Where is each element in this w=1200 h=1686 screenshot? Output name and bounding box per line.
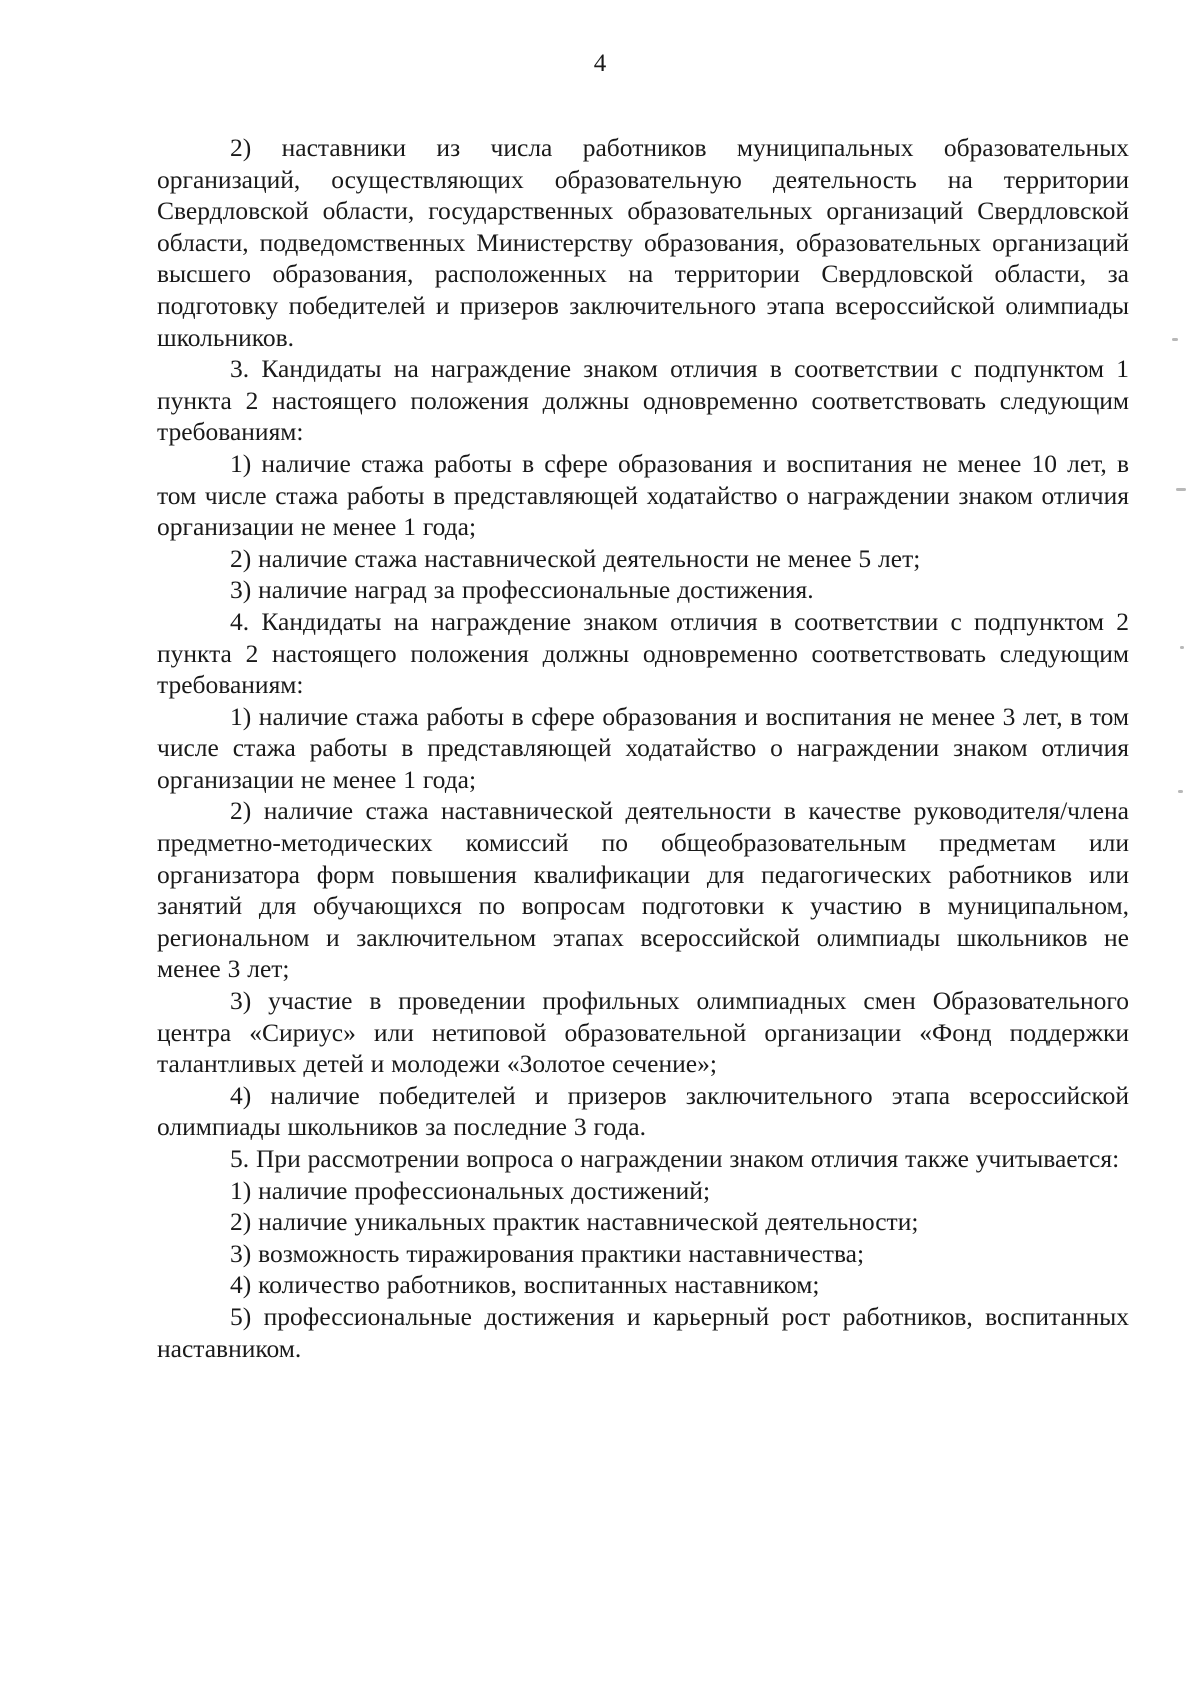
paragraph-section-3-item-3: 3) наличие наград за профессиональные достижения. — [230, 575, 814, 605]
paragraph-section-4-item-1: 1) наличие стажа работы в сфере образования и воспитания не менее 3 лет, в том числе стажа работы в представляющей ходатайство о награждении знаком отличия организации не менее 1 года; — [157, 701, 1129, 794]
paragraph-section-3-item-2: 2) наличие стажа наставнической деятельности не менее 5 лет; — [230, 543, 921, 573]
scan-speck — [1172, 338, 1178, 341]
paragraph-section-3: 3. Кандидаты на награждение знаком отличия в соответствии с подпунктом 1 пункта 2 настоящего положения должны одновременно соответствовать следующим требованиям: — [157, 354, 1129, 447]
paragraph-section-5-item-5: 5) профессиональные достижения и карьерный рост работников, воспитанных наставником. — [157, 1301, 1129, 1363]
scan-speck — [1180, 646, 1184, 649]
scan-speck — [1176, 488, 1186, 491]
paragraph-section-5-item-3: 3) возможность тиражирования практики наставничества; — [230, 1238, 865, 1268]
page-number: 4 — [593, 50, 607, 77]
paragraph-section-5-item-2: 2) наличие уникальных практик наставнической деятельности; — [230, 1207, 919, 1237]
paragraph-section-4: 4. Кандидаты на награждение знаком отличия в соответствии с подпунктом 2 пункта 2 настоящего положения должны одновременно соответствовать следующим требованиям: — [157, 606, 1129, 700]
paragraph-item-2-mentors: 2) наставники из числа работников муниципальных образовательных организаций, осуществляющих образовательную деятельность на территории Свердловской области, государственных образовательных организаций Свердловской области, подведомственных Министерству образования, образовательных организаций высшего образования, расположенных на территории Свердловской области, за подготовку победителей и призеров заключительного этапа всероссийской олимпиады школьников. — [157, 133, 1129, 352]
paragraph-section-5: 5. При рассмотрении вопроса о награждении знаком отличия также учитывается: — [230, 1144, 1120, 1173]
scan-speck — [1178, 790, 1183, 793]
paragraph-section-4-item-4: 4) наличие победителей и призеров заключительного этапа всероссийской олимпиады школьников за последние 3 года. — [157, 1080, 1129, 1142]
paragraph-section-5-item-1: 1) наличие профессиональных достижений; — [230, 1175, 711, 1205]
paragraph-section-4-item-3: 3) участие в проведении профильных олимпиадных смен Образовательного центра «Сириус» или нетиповой образовательной организации «Фонд поддержки талантливых детей и молодежи «Золотое сечение»; — [157, 986, 1129, 1079]
paragraph-section-3-item-1: 1) наличие стажа работы в сфере образования и воспитания не менее 10 лет, в том числе стажа работы в представляющей ходатайство о награждении знаком отличия организации не менее 1 года; — [157, 448, 1129, 542]
paragraph-section-4-item-2: 2) наличие стажа наставнической деятельности в качестве руководителя/члена предметно-методических комиссий по общеобразовательным предметам или организатора форм повышения квалификации для педагогических работников или занятий для обучающихся по вопросам подготовки к участию в муниципальном, региональном и заключительном этапах всероссийской олимпиады школьников не менее 3 лет; — [157, 796, 1129, 984]
paragraph-section-5-item-4: 4) количество работников, воспитанных наставником; — [230, 1270, 820, 1300]
document-body — [157, 132, 1129, 1364]
